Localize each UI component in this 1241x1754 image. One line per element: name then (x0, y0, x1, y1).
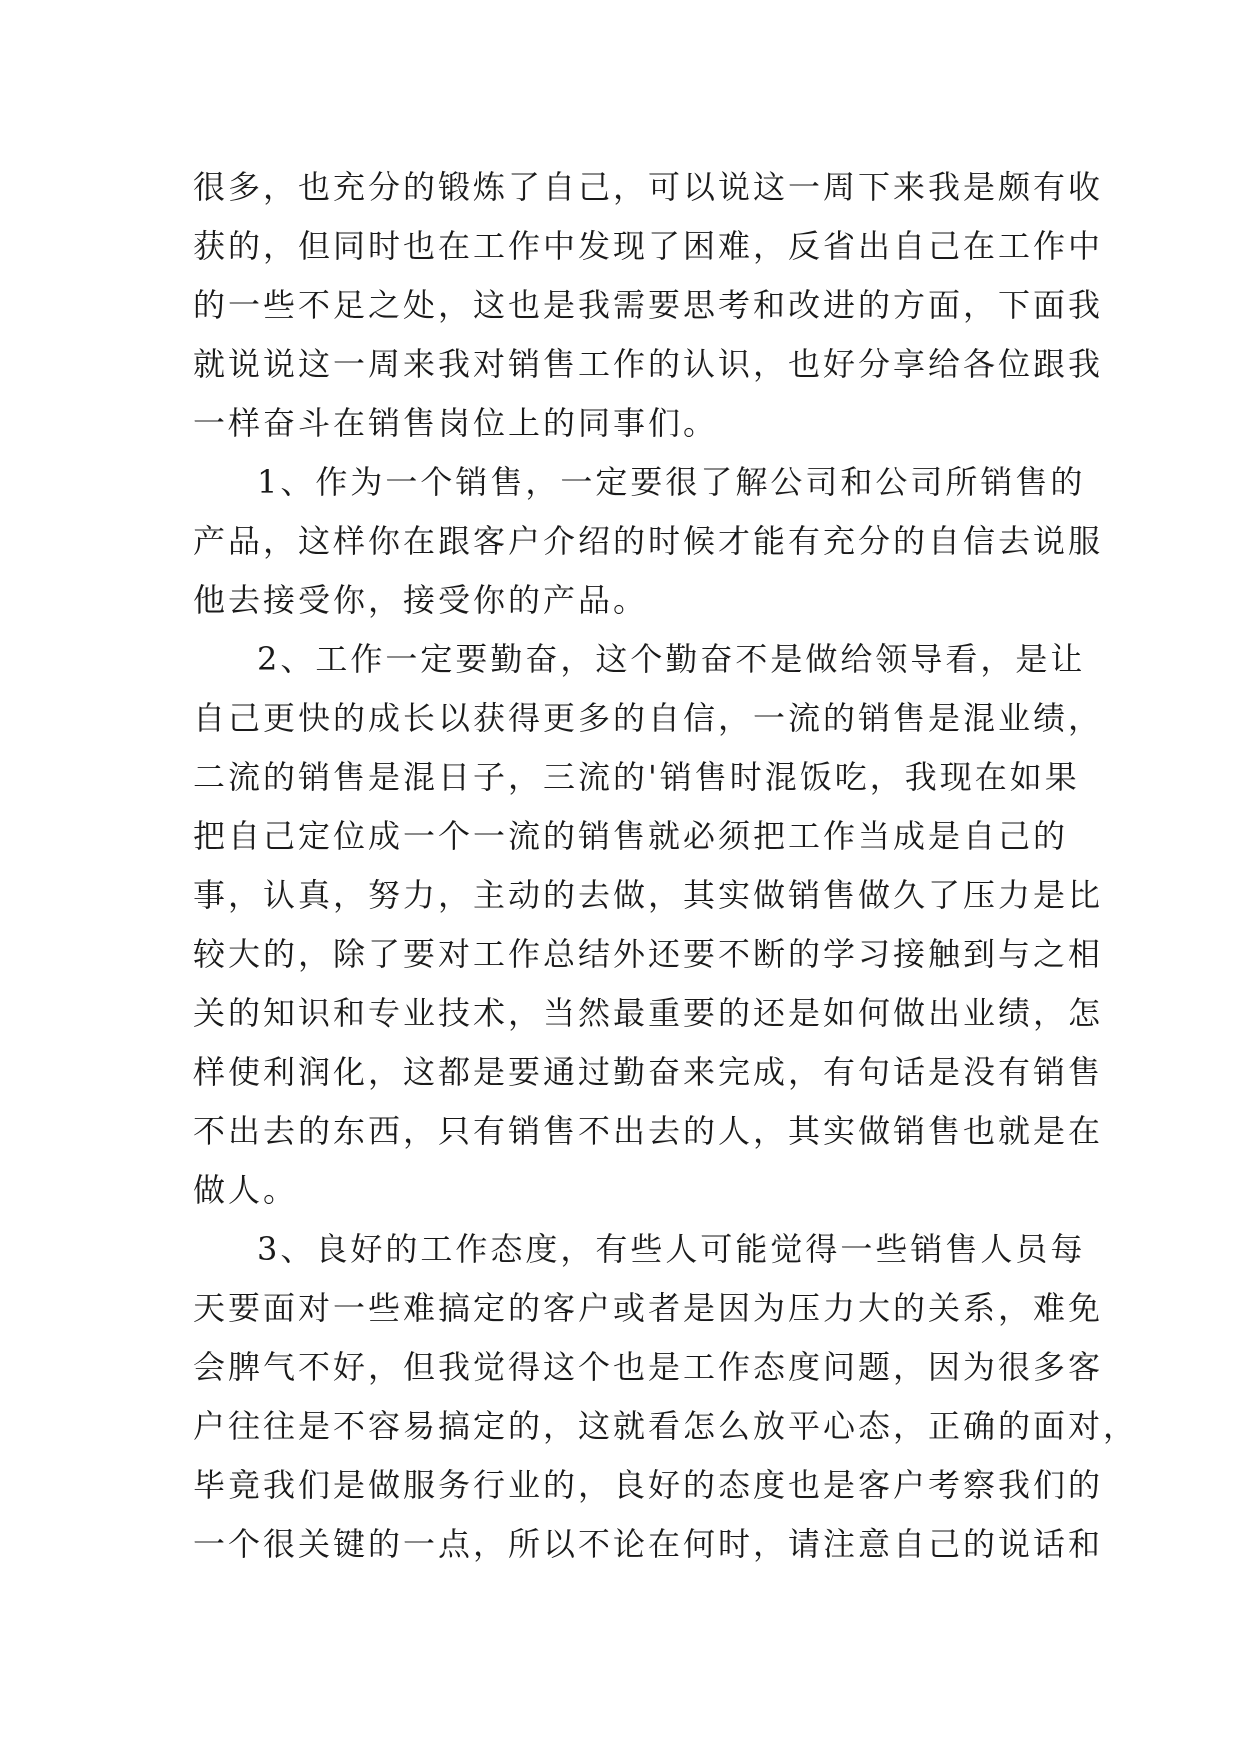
text-line: 关的知识和专业技术，当然最重要的还是如何做出业绩，怎 (193, 994, 1104, 1032)
text-line: 2、工作一定要勤奋，这个勤奋不是做给领导看，是让 (257, 640, 1086, 678)
text-line: 自己更快的成长以获得更多的自信，一流的销售是混业绩， (193, 699, 1104, 737)
text-line: 样使利润化，这都是要通过勤奋来完成，有句话是没有销售 (193, 1053, 1104, 1091)
text-line: 产品，这样你在跟客户介绍的时候才能有充分的自信去说服 (193, 522, 1104, 560)
text-line: 户往往是不容易搞定的，这就看怎么放平心态，正确的面对， (193, 1407, 1139, 1445)
text-line: 不出去的东西，只有销售不出去的人，其实做销售也就是在 (193, 1112, 1104, 1150)
text-line: 做人。 (193, 1171, 299, 1209)
text-line: 1、作为一个销售，一定要很了解公司和公司所销售的 (257, 463, 1086, 501)
text-line: 会脾气不好，但我觉得这个也是工作态度问题，因为很多客 (193, 1348, 1104, 1386)
text-line: 的一些不足之处，这也是我需要思考和改进的方面，下面我 (193, 286, 1104, 324)
text-line: 毕竟我们是做服务行业的，良好的态度也是客户考察我们的 (193, 1466, 1104, 1504)
text-line: 二流的销售是混日子，三流的'销售时混饭吃，我现在如果 (193, 758, 1080, 796)
text-line: 很多，也充分的锻炼了自己，可以说这一周下来我是颇有收 (193, 168, 1104, 206)
text-line: 一样奋斗在销售岗位上的同事们。 (193, 404, 719, 442)
text-line: 他去接受你，接受你的产品。 (193, 581, 649, 619)
text-line: 3、良好的工作态度，有些人可能觉得一些销售人员每 (257, 1230, 1086, 1268)
text-line: 就说说这一周来我对销售工作的认识，也好分享给各位跟我 (193, 345, 1104, 383)
text-line: 较大的，除了要对工作总结外还要不断的学习接触到与之相 (193, 935, 1104, 973)
text-line: 把自己定位成一个一流的销售就必须把工作当成是自己的 (193, 817, 1069, 855)
text-line: 一个很关键的一点，所以不论在何时，请注意自己的说话和 (193, 1525, 1104, 1563)
document-body (193, 158, 1139, 1574)
text-line: 天要面对一些难搞定的客户或者是因为压力大的关系，难免 (193, 1289, 1104, 1327)
text-line: 获的，但同时也在工作中发现了困难，反省出自己在工作中 (193, 227, 1104, 265)
text-line: 事，认真，努力，主动的去做，其实做销售做久了压力是比 (193, 876, 1104, 914)
